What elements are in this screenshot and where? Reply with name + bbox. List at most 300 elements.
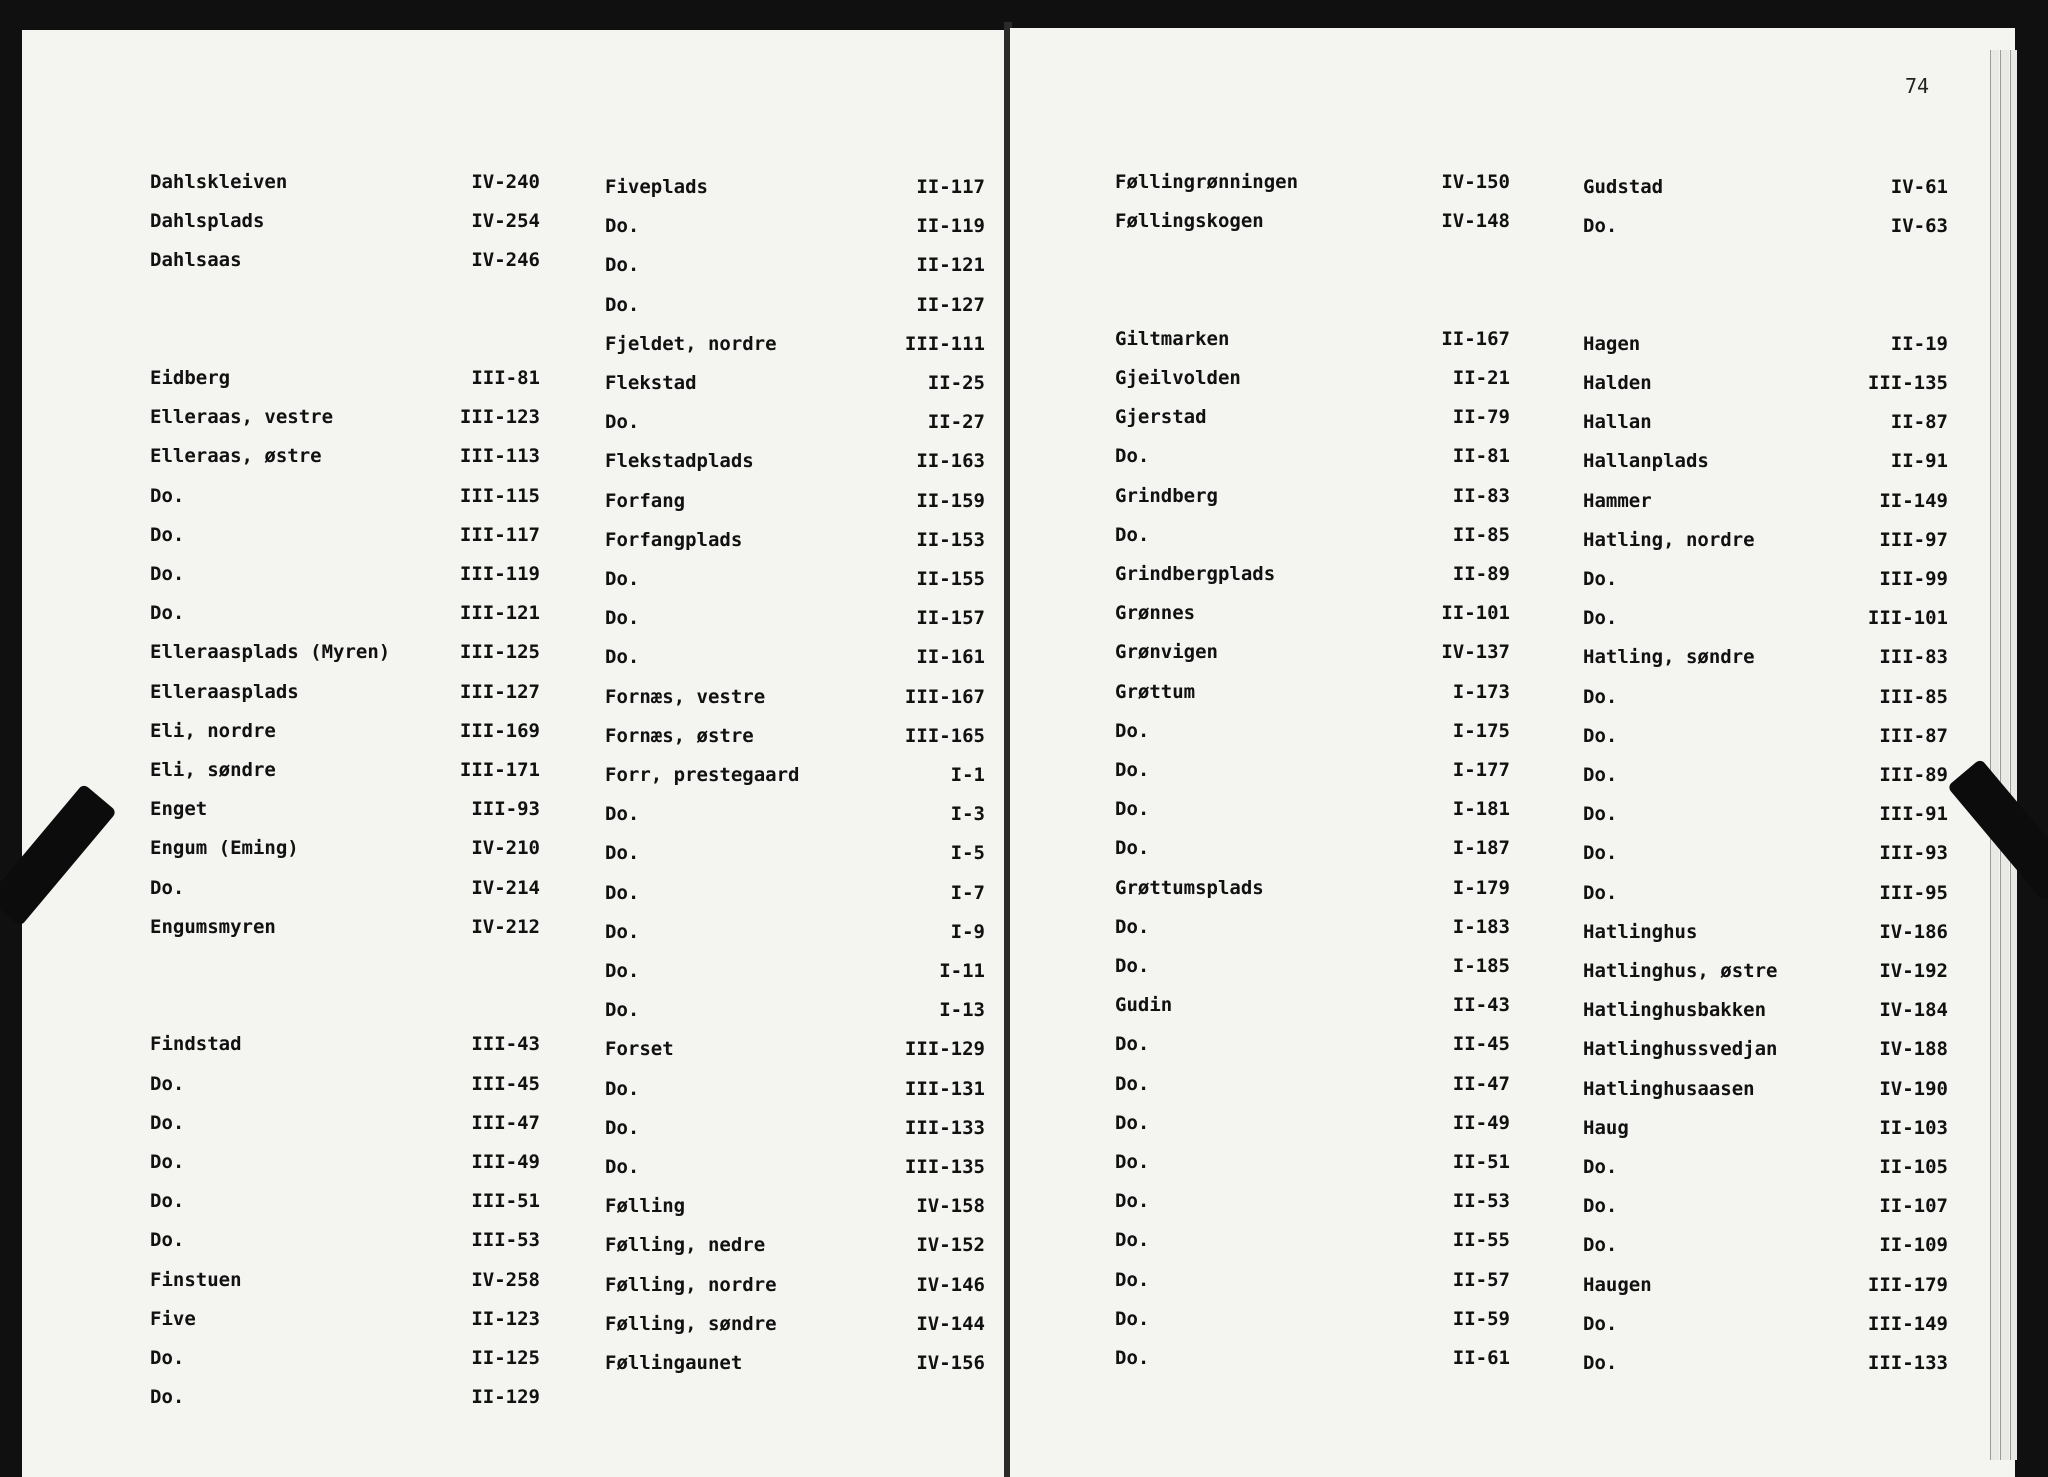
place-name: Hatlinghus, østre <box>1583 960 1778 982</box>
volume-page-ref: II-19 <box>1890 332 1948 355</box>
place-name: Do. <box>1583 1312 1618 1335</box>
volume-page-ref: III-93 <box>1879 842 1948 865</box>
volume-page-ref: IV-148 <box>1441 210 1510 233</box>
index-entry <box>1115 1225 1510 1255</box>
index-entry <box>1115 677 1510 707</box>
place-name: Do. <box>605 607 640 630</box>
place-name: Engumsmyren <box>150 915 276 938</box>
volume-page-ref: II-103 <box>1879 1116 1948 1139</box>
place-name: Følling <box>605 1195 686 1218</box>
place-name: Do. <box>150 602 185 625</box>
index-entry <box>1583 290 1948 320</box>
volume-page-ref: II-153 <box>916 528 985 551</box>
index-entry <box>605 211 985 241</box>
index-entry <box>605 1074 985 1104</box>
index-entry <box>605 838 985 868</box>
place-name: Gudin <box>1115 994 1173 1017</box>
index-entry <box>1115 1069 1510 1099</box>
place-name: Føllingaunet <box>605 1352 743 1374</box>
volume-page-ref: II-27 <box>927 411 985 434</box>
index-entry <box>605 564 985 594</box>
index-entry <box>1115 559 1510 589</box>
index-entry <box>605 172 985 202</box>
place-name: Gjeilvolden <box>1115 367 1241 389</box>
index-entry <box>1115 1186 1510 1216</box>
volume-page-ref: IV-210 <box>471 837 540 860</box>
volume-page-ref: II-91 <box>1890 450 1948 473</box>
place-name: Elleraas, vestre <box>150 406 334 429</box>
volume-page-ref: II-123 <box>471 1307 540 1330</box>
place-name: Følling, nedre <box>605 1234 766 1257</box>
place-name: Do. <box>605 1116 640 1139</box>
volume-page-ref: II-167 <box>1441 327 1510 350</box>
page-edge <box>2010 50 2017 1460</box>
volume-page-ref: I-175 <box>1452 719 1510 742</box>
volume-page-ref: I-179 <box>1452 876 1510 899</box>
place-name: Do. <box>1115 1151 1150 1173</box>
place-name: Do. <box>1583 842 1618 865</box>
volume-page-ref: II-105 <box>1879 1156 1948 1178</box>
index-entry <box>1583 838 1948 868</box>
place-name: Findstad <box>150 1033 242 1056</box>
index-entry <box>1583 956 1948 986</box>
index-entry <box>1115 716 1510 746</box>
place-name: Do. <box>150 1386 185 1409</box>
place-name: Føllingskogen <box>1115 210 1264 233</box>
place-name: Do. <box>605 568 640 590</box>
volume-page-ref: II-21 <box>1452 367 1510 389</box>
volume-page-ref: IV-212 <box>471 915 540 938</box>
place-name: Do. <box>1115 1307 1150 1330</box>
place-name: Do. <box>150 1229 185 1252</box>
index-entry <box>150 1225 540 1255</box>
index-column-4 <box>1583 172 1948 1412</box>
place-name: Engum (Eming) <box>150 837 299 860</box>
index-entry <box>150 833 540 863</box>
place-name: Do. <box>605 842 640 865</box>
volume-page-ref: IV-137 <box>1441 641 1510 664</box>
volume-page-ref: III-133 <box>1867 1352 1948 1374</box>
volume-page-ref: III-51 <box>471 1190 540 1213</box>
index-entry <box>605 1230 985 1260</box>
volume-page-ref: I-7 <box>950 881 985 904</box>
volume-page-ref: II-89 <box>1452 563 1510 585</box>
place-name: Do. <box>605 920 640 943</box>
place-name: Do. <box>150 1151 185 1173</box>
index-entry <box>1583 211 1948 241</box>
index-entry <box>605 603 985 633</box>
place-name: Do. <box>150 876 185 899</box>
volume-page-ref: II-53 <box>1452 1190 1510 1213</box>
index-entry <box>605 1309 985 1339</box>
index-entry <box>150 324 540 354</box>
place-name: Do. <box>150 1190 185 1213</box>
index-column-2 <box>605 172 985 1412</box>
volume-page-ref: III-131 <box>904 1077 985 1100</box>
index-entry <box>1583 995 1948 1025</box>
place-name: Eli, nordre <box>150 719 276 742</box>
place-name: Grindbergplads <box>1115 563 1276 585</box>
index-entry <box>1583 486 1948 516</box>
volume-page-ref: II-155 <box>916 568 985 590</box>
index-entry <box>1583 917 1948 947</box>
volume-page-ref: III-135 <box>904 1156 985 1178</box>
index-entry <box>605 407 985 437</box>
volume-page-ref: III-81 <box>471 367 540 389</box>
index-entry <box>150 873 540 903</box>
place-name: Do. <box>1115 1190 1150 1213</box>
place-name: Gudstad <box>1583 176 1664 198</box>
index-entry <box>605 250 985 280</box>
volume-page-ref: III-91 <box>1879 803 1948 826</box>
place-name: Do. <box>605 803 640 826</box>
index-entry <box>150 990 540 1020</box>
place-name: Do. <box>1115 445 1150 468</box>
place-name: Do. <box>1583 685 1618 708</box>
volume-page-ref: II-159 <box>916 489 985 512</box>
index-entry <box>605 290 985 320</box>
place-name: Halden <box>1583 372 1652 394</box>
index-entry <box>1115 441 1510 471</box>
place-name: Haugen <box>1583 1273 1652 1296</box>
place-name: Do. <box>1115 1072 1150 1095</box>
volume-page-ref: II-149 <box>1879 489 1948 512</box>
index-entry <box>605 446 985 476</box>
volume-page-ref: II-79 <box>1452 406 1510 429</box>
index-entry <box>1115 481 1510 511</box>
index-entry <box>1115 951 1510 981</box>
place-name: Do. <box>150 1072 185 1095</box>
place-name: Do. <box>605 1156 640 1178</box>
place-name: Eli, søndre <box>150 759 276 781</box>
volume-page-ref: II-125 <box>471 1347 540 1369</box>
index-entry <box>1583 368 1948 398</box>
volume-page-ref: II-119 <box>916 215 985 238</box>
volume-page-ref: IV-190 <box>1879 1077 1948 1100</box>
index-entry <box>150 1304 540 1334</box>
volume-page-ref: III-85 <box>1879 685 1948 708</box>
index-entry <box>150 1147 540 1177</box>
volume-page-ref: I-187 <box>1452 837 1510 860</box>
index-entry <box>1115 833 1510 863</box>
place-name: Hatling, søndre <box>1583 646 1755 669</box>
place-name: Do. <box>605 293 640 316</box>
index-entry <box>1115 324 1510 354</box>
place-name: Do. <box>1583 803 1618 826</box>
place-name: Do. <box>1115 1111 1150 1134</box>
volume-page-ref: III-135 <box>1867 372 1948 394</box>
volume-page-ref: III-149 <box>1867 1312 1948 1335</box>
index-entry <box>150 1108 540 1138</box>
place-name: Do. <box>1583 568 1618 590</box>
volume-page-ref: IV-63 <box>1890 215 1948 238</box>
place-name: Hatlinghusbakken <box>1583 999 1767 1022</box>
volume-page-ref: II-51 <box>1452 1151 1510 1173</box>
index-entry <box>1583 1309 1948 1339</box>
index-entry <box>150 245 540 275</box>
place-name: Do. <box>605 215 640 238</box>
index-entry <box>1583 564 1948 594</box>
volume-page-ref: I-3 <box>950 803 985 826</box>
index-entry <box>1583 329 1948 359</box>
index-entry <box>150 794 540 824</box>
index-entry <box>1115 206 1510 236</box>
index-entry <box>605 682 985 712</box>
index-entry <box>150 402 540 432</box>
place-name: Do. <box>1115 837 1150 860</box>
index-entry <box>1583 1034 1948 1064</box>
volume-page-ref: III-123 <box>459 406 540 429</box>
volume-page-ref: II-45 <box>1452 1033 1510 1056</box>
volume-page-ref: III-99 <box>1879 568 1948 590</box>
index-entry <box>1583 446 1948 476</box>
volume-page-ref: II-127 <box>916 293 985 316</box>
index-entry <box>150 1069 540 1099</box>
volume-page-ref: III-179 <box>1867 1273 1948 1296</box>
place-name: Hallanplads <box>1583 450 1709 473</box>
volume-page-ref: IV-144 <box>916 1312 985 1335</box>
volume-page-ref: II-81 <box>1452 445 1510 468</box>
index-entry <box>1115 794 1510 824</box>
volume-page-ref: II-85 <box>1452 523 1510 546</box>
volume-page-ref: II-43 <box>1452 994 1510 1017</box>
index-entry <box>1115 1029 1510 1059</box>
volume-page-ref: I-185 <box>1452 955 1510 977</box>
volume-page-ref: III-95 <box>1879 881 1948 904</box>
index-entry <box>150 167 540 197</box>
index-entry <box>1583 682 1948 712</box>
place-name: Dahlsaas <box>150 249 242 272</box>
volume-page-ref: III-125 <box>459 641 540 664</box>
index-entry <box>1115 755 1510 785</box>
index-entry <box>1115 1265 1510 1295</box>
volume-page-ref: II-117 <box>916 176 985 198</box>
place-name: Do. <box>1583 1195 1618 1218</box>
volume-page-ref: III-133 <box>904 1116 985 1139</box>
place-name: Forfang <box>605 489 686 512</box>
place-name: Do. <box>1583 1234 1618 1257</box>
volume-page-ref: IV-152 <box>916 1234 985 1257</box>
index-entry <box>1583 525 1948 555</box>
index-entry <box>1583 760 1948 790</box>
place-name: Do. <box>1583 881 1618 904</box>
place-name: Do. <box>150 484 185 507</box>
index-entry <box>1115 912 1510 942</box>
place-name: Do. <box>150 563 185 585</box>
place-name: Grøttum <box>1115 680 1196 703</box>
index-entry <box>1583 603 1948 633</box>
index-entry <box>1115 1108 1510 1138</box>
place-name: Do. <box>1115 1347 1150 1369</box>
place-name: Do. <box>1583 764 1618 786</box>
place-name: Forset <box>605 1038 674 1061</box>
place-name: Do. <box>605 881 640 904</box>
index-entry <box>150 912 540 942</box>
volume-page-ref: III-115 <box>459 484 540 507</box>
volume-page-ref: III-171 <box>459 759 540 781</box>
index-entry <box>1115 1147 1510 1177</box>
volume-page-ref: II-109 <box>1879 1234 1948 1257</box>
volume-page-ref: III-121 <box>459 602 540 625</box>
index-entry <box>1115 637 1510 667</box>
volume-page-ref: IV-192 <box>1879 960 1948 982</box>
place-name: Hallan <box>1583 411 1652 434</box>
place-name: Do. <box>1115 955 1150 977</box>
index-entry <box>150 637 540 667</box>
volume-page-ref: III-101 <box>1867 607 1948 630</box>
place-name: Følling, søndre <box>605 1312 777 1335</box>
index-entry <box>1115 167 1510 197</box>
volume-page-ref: IV-156 <box>916 1352 985 1374</box>
index-entry <box>1115 402 1510 432</box>
volume-page-ref: III-117 <box>459 523 540 546</box>
index-entry <box>1115 285 1510 315</box>
index-entry <box>150 755 540 785</box>
index-column-3 <box>1115 167 1510 1407</box>
volume-page-ref: IV-146 <box>916 1273 985 1296</box>
index-entry <box>1583 721 1948 751</box>
place-name: Do. <box>1115 915 1150 938</box>
place-name: Do. <box>1115 1033 1150 1056</box>
volume-page-ref: II-49 <box>1452 1111 1510 1134</box>
volume-page-ref: IV-158 <box>916 1195 985 1218</box>
index-entry <box>1583 878 1948 908</box>
volume-page-ref: III-87 <box>1879 724 1948 747</box>
place-name: Do. <box>150 1111 185 1134</box>
index-column-1 <box>150 167 540 1407</box>
index-entry <box>605 1113 985 1143</box>
place-name: Do. <box>605 254 640 277</box>
index-entry <box>1583 172 1948 202</box>
place-name: Elleraasplads <box>150 680 299 703</box>
volume-page-ref: II-55 <box>1452 1229 1510 1252</box>
volume-page-ref: III-169 <box>459 719 540 742</box>
index-entry <box>150 716 540 746</box>
place-name: Do. <box>605 646 640 669</box>
place-name: Elleraaspladѕ (Myren) <box>150 641 391 664</box>
volume-page-ref: I-1 <box>950 764 985 786</box>
place-name: Flekstad <box>605 372 697 394</box>
place-name: Do. <box>605 411 640 434</box>
place-name: Grøttumsplads <box>1115 876 1264 899</box>
volume-page-ref: II-87 <box>1890 411 1948 434</box>
place-name: Grindberg <box>1115 484 1218 507</box>
place-name: Føllingrønningen <box>1115 171 1299 193</box>
volume-page-ref: III-43 <box>471 1033 540 1056</box>
index-entry <box>150 520 540 550</box>
place-name: Eidberg <box>150 367 231 389</box>
index-entry <box>150 285 540 315</box>
index-entry <box>605 917 985 947</box>
index-entry <box>150 441 540 471</box>
volume-page-ref: III-167 <box>904 685 985 708</box>
volume-page-ref: I-183 <box>1452 915 1510 938</box>
volume-page-ref: III-49 <box>471 1151 540 1173</box>
index-entry <box>150 559 540 589</box>
volume-page-ref: III-89 <box>1879 764 1948 786</box>
index-entry <box>605 642 985 672</box>
place-name: Hagen <box>1583 332 1641 355</box>
place-name: Forr, prestegaard <box>605 764 800 786</box>
index-entry <box>605 956 985 986</box>
volume-page-ref: I-13 <box>939 999 985 1022</box>
index-entry <box>605 525 985 555</box>
index-entry <box>605 1348 985 1378</box>
place-name: Do. <box>1115 759 1150 781</box>
index-entry <box>1115 1304 1510 1334</box>
index-entry <box>150 951 540 981</box>
volume-page-ref: III-83 <box>1879 646 1948 669</box>
index-entry <box>1583 1191 1948 1221</box>
index-entry <box>1583 642 1948 672</box>
place-name: Do. <box>1115 719 1150 742</box>
volume-page-ref: IV-186 <box>1879 920 1948 943</box>
page-edge <box>2000 50 2009 1460</box>
index-entry <box>1583 1152 1948 1182</box>
place-name: Hammer <box>1583 489 1652 512</box>
place-name: Hatling, nordre <box>1583 528 1755 551</box>
volume-page-ref: I-173 <box>1452 680 1510 703</box>
volume-page-ref: III-97 <box>1879 528 1948 551</box>
index-entry <box>1583 1230 1948 1260</box>
place-name: Do. <box>605 999 640 1022</box>
place-name: Do. <box>1115 1268 1150 1291</box>
index-entry <box>1583 407 1948 437</box>
index-entry <box>1583 1270 1948 1300</box>
place-name: Do. <box>1583 1156 1618 1178</box>
volume-page-ref: II-59 <box>1452 1307 1510 1330</box>
index-entry <box>605 1191 985 1221</box>
place-name: Do. <box>1583 607 1618 630</box>
place-name: Flekstadplads <box>605 450 754 473</box>
index-entry <box>605 995 985 1025</box>
index-entry <box>150 1265 540 1295</box>
volume-page-ref: IV-150 <box>1441 171 1510 193</box>
place-name: Hatlinghus <box>1583 920 1698 943</box>
place-name: Grønnes <box>1115 602 1196 625</box>
place-name: Do. <box>1583 215 1618 238</box>
volume-page-ref: II-83 <box>1452 484 1510 507</box>
index-entry <box>605 1270 985 1300</box>
place-name: Do. <box>1583 724 1618 747</box>
volume-page-ref: III-111 <box>904 332 985 355</box>
volume-page-ref: IV-246 <box>471 249 540 272</box>
place-name: Do. <box>1115 523 1150 546</box>
volume-page-ref: I-181 <box>1452 798 1510 821</box>
place-name: Dahlskleiven <box>150 171 288 193</box>
place-name: Hatlinghusaasen <box>1583 1077 1755 1100</box>
index-entry <box>150 363 540 393</box>
place-name: Forfangplads <box>605 528 743 551</box>
volume-page-ref: III-113 <box>459 445 540 468</box>
volume-page-ref: II-163 <box>916 450 985 473</box>
index-entry <box>605 799 985 829</box>
volume-page-ref: II-129 <box>471 1386 540 1409</box>
index-entry <box>150 598 540 628</box>
index-entry <box>1115 520 1510 550</box>
index-entry <box>605 1152 985 1182</box>
volume-page-ref: II-161 <box>916 646 985 669</box>
place-name: Grønvigen <box>1115 641 1218 664</box>
place-name: Dahlsplads <box>150 210 265 233</box>
index-entry <box>1115 990 1510 1020</box>
place-name: Fornæs, vestre <box>605 685 766 708</box>
index-entry <box>605 1034 985 1064</box>
place-name: Finstuen <box>150 1268 242 1291</box>
place-name: Gjerstad <box>1115 406 1207 429</box>
volume-page-ref: III-129 <box>904 1038 985 1061</box>
index-entry <box>1583 1113 1948 1143</box>
